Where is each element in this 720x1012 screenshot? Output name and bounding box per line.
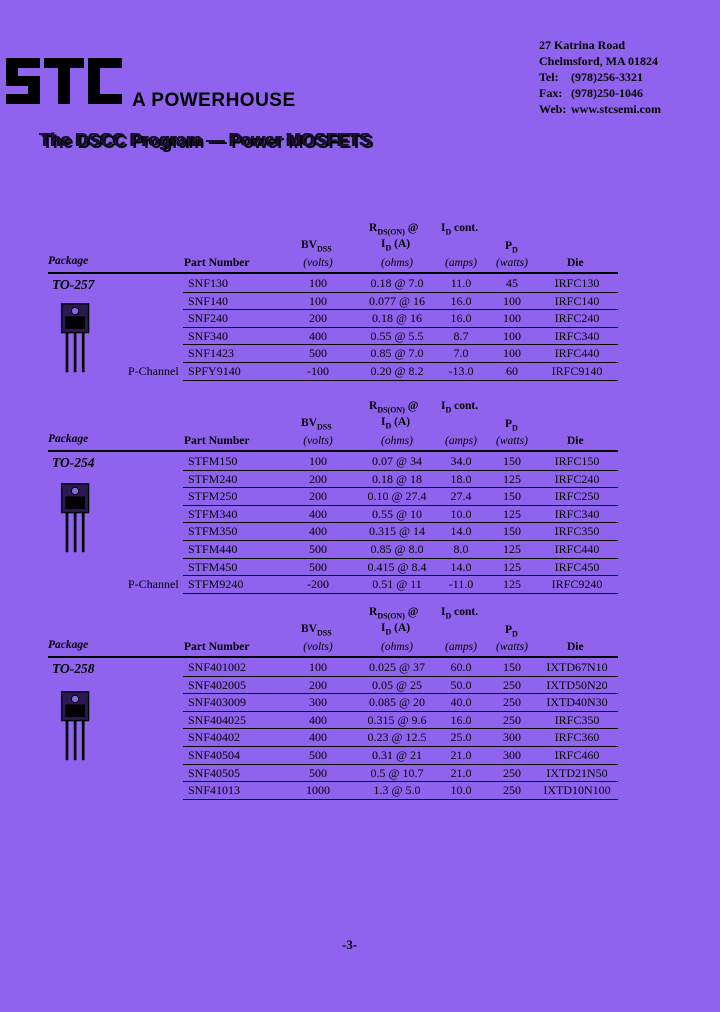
row-rds: 0.23 @ 12.5 — [367, 730, 427, 745]
row-bv: 200 — [309, 677, 327, 692]
row-pd: 250 — [503, 712, 521, 727]
header-id: $I_D$ cont. — [441, 606, 479, 621]
row-bv: 100 — [309, 276, 327, 290]
row-die: IRFC350 — [554, 524, 600, 539]
row-pd: 300 — [503, 747, 521, 762]
table-row — [48, 729, 620, 747]
row-part-number: STFM250 — [188, 489, 238, 504]
row-rds: 0.55 @ 5.5 — [370, 328, 424, 343]
row-id: 14.0 — [450, 524, 472, 539]
row-id: 25.0 — [450, 730, 472, 745]
row-channel-type: P-Channel — [128, 363, 179, 378]
row-pd: 150 — [503, 454, 521, 468]
row-rds: 0.18 @ 16 — [371, 311, 423, 326]
header-rds: $R_{DS(ON)}$ @ — [369, 222, 419, 237]
row-bv: 300 — [309, 695, 327, 710]
header-id-unit: (amps) — [445, 641, 477, 653]
row-bv: 100 — [309, 660, 327, 674]
row-bv: 500 — [309, 747, 327, 762]
row-bv: 100 — [309, 454, 327, 468]
row-die: IRFC440 — [554, 541, 600, 556]
spec-rows — [48, 275, 620, 381]
table-row — [48, 328, 620, 346]
row-rule — [183, 380, 618, 381]
address-fax: Fax: (978)250-1046 — [539, 86, 643, 100]
row-bv: 500 — [309, 541, 327, 556]
row-part-number: SPFY9140 — [188, 363, 241, 378]
company-tagline: A POWERHOUSE — [132, 90, 296, 111]
row-pd: 100 — [503, 346, 521, 361]
header-rds-id: $I_D$ (A) — [381, 416, 411, 431]
row-id: -13.0 — [448, 363, 474, 378]
header-bv-unit: (volts) — [303, 257, 333, 269]
address-city: Chelmsford, MA 01824 — [539, 54, 658, 68]
header-rds: $R_{DS(ON)}$ @ — [369, 606, 419, 621]
row-die: IRFC140 — [554, 293, 600, 308]
header-bv: $BV_{DSS}$ — [301, 623, 332, 638]
row-bv: 200 — [309, 489, 327, 504]
header-part-number: Part Number — [184, 435, 250, 447]
row-rds: 0.315 @ 9.6 — [367, 712, 427, 727]
row-pd: 150 — [503, 524, 521, 539]
page-number: -3- — [342, 937, 358, 952]
table-row — [48, 310, 620, 328]
row-pd: 250 — [503, 677, 521, 692]
header-pd: $P_D$ — [505, 418, 518, 433]
row-die: IXTD67N10 — [546, 660, 608, 674]
header-part-number: Part Number — [184, 641, 250, 653]
row-id: 40.0 — [450, 695, 472, 710]
table-row — [48, 471, 620, 489]
address-tel: Tel: (978)256-3321 — [539, 70, 643, 84]
row-bv: 400 — [309, 506, 327, 521]
spec-section-to-257 — [48, 222, 620, 398]
row-bv: 500 — [309, 559, 327, 574]
row-part-number: SNF340 — [188, 328, 229, 343]
row-part-number: STFM450 — [188, 559, 238, 574]
row-rule — [183, 799, 618, 800]
row-die: IRFC360 — [554, 730, 600, 745]
table-row — [48, 506, 620, 524]
header-part-number: Part Number — [184, 257, 250, 269]
row-die: IRFC460 — [554, 747, 600, 762]
row-pd: 125 — [503, 541, 521, 556]
row-part-number: STFM440 — [188, 541, 238, 556]
row-die: IXTD21N50 — [546, 765, 608, 780]
row-id: -11.0 — [448, 577, 474, 592]
row-die: IXTD50N20 — [546, 677, 608, 692]
row-pd: 150 — [503, 660, 521, 674]
row-pd: 125 — [503, 577, 521, 592]
row-bv: 500 — [309, 346, 327, 361]
header-die: Die — [567, 641, 584, 653]
table-row — [48, 712, 620, 730]
address-street: 27 Katrina Road — [539, 38, 626, 52]
row-id: 11.0 — [450, 276, 472, 290]
row-die: IRFC240 — [554, 471, 600, 486]
address-block — [539, 37, 661, 117]
header-rule — [48, 272, 618, 274]
row-rds: 0.18 @ 18 — [371, 471, 423, 486]
header-pd-unit: (watts) — [496, 257, 528, 269]
table-row — [48, 363, 620, 381]
package-name: TO-254 — [52, 455, 95, 470]
row-bv: 400 — [309, 712, 327, 727]
row-part-number: SNF402005 — [188, 677, 247, 692]
row-id: 16.0 — [450, 311, 472, 326]
row-bv: 400 — [309, 524, 327, 539]
row-pd: 100 — [503, 328, 521, 343]
header-package: Package — [48, 639, 89, 651]
spec-section-to-258 — [48, 606, 620, 817]
row-die: IRFC450 — [554, 559, 600, 574]
row-rds: 0.31 @ 21 — [371, 747, 423, 762]
header-rds-unit: (ohms) — [381, 641, 413, 653]
row-part-number: SNF40505 — [188, 765, 241, 780]
row-rds: 0.07 @ 34 — [371, 454, 423, 468]
row-rds: 0.85 @ 7.0 — [370, 346, 424, 361]
row-die: IRFC250 — [554, 489, 600, 504]
row-part-number: SNF401002 — [188, 660, 247, 674]
header-rds-unit: (ohms) — [381, 435, 413, 447]
table-row — [48, 453, 620, 471]
header-pd: $P_D$ — [505, 624, 518, 639]
row-part-number: SNF403009 — [188, 695, 247, 710]
row-pd: 150 — [503, 489, 521, 504]
header-bv: $BV_{DSS}$ — [301, 417, 332, 432]
row-pd: 125 — [503, 559, 521, 574]
row-rds: 0.10 @ 27.4 — [367, 489, 427, 504]
spec-section-to-254 — [48, 400, 620, 611]
table-row — [48, 275, 620, 293]
row-id: 34.0 — [450, 454, 472, 468]
row-bv: 200 — [309, 311, 327, 326]
header-die: Die — [567, 435, 584, 447]
header-rule — [48, 450, 618, 452]
header-pd: $P_D$ — [505, 240, 518, 255]
row-id: 50.0 — [450, 677, 472, 692]
row-part-number: STFM240 — [188, 471, 238, 486]
table-row — [48, 488, 620, 506]
spec-rows — [48, 659, 620, 800]
row-part-number: STFM340 — [188, 506, 238, 521]
row-id: 7.0 — [453, 346, 469, 361]
row-rds: 0.077 @ 16 — [368, 293, 426, 308]
row-part-number: SNF240 — [188, 311, 229, 326]
row-id: 18.0 — [450, 471, 472, 486]
row-part-number: SNF40504 — [188, 747, 241, 762]
table-row — [48, 559, 620, 577]
header-id: $I_D$ cont. — [441, 400, 479, 415]
row-pd: 100 — [503, 311, 521, 326]
header-package: Package — [48, 433, 89, 445]
table-row — [48, 677, 620, 695]
row-die: IRFC340 — [554, 506, 600, 521]
row-part-number: STFM350 — [188, 524, 238, 539]
row-rule — [183, 593, 618, 594]
table-row — [48, 747, 620, 765]
row-rds: 0.55 @ 10 — [371, 506, 423, 521]
table-row — [48, 293, 620, 311]
address-web: Web: www.stcsemi.com — [539, 102, 661, 116]
row-pd: 250 — [503, 695, 521, 710]
row-part-number: SNF140 — [188, 293, 229, 308]
row-id: 8.0 — [453, 541, 469, 556]
row-die: IRFC150 — [554, 454, 600, 468]
table-row — [48, 782, 620, 800]
row-pd: 300 — [503, 730, 521, 745]
header-bv: $BV_{DSS}$ — [301, 239, 332, 254]
row-pd: 125 — [503, 471, 521, 486]
row-die: IRFC240 — [554, 311, 600, 326]
header-rule — [48, 656, 618, 658]
row-id: 10.0 — [450, 783, 472, 798]
row-bv: 400 — [309, 328, 327, 343]
header-bv-unit: (volts) — [303, 435, 333, 447]
row-rds: 0.315 @ 14 — [368, 524, 426, 539]
row-bv: 100 — [309, 293, 327, 308]
row-bv: 400 — [309, 730, 327, 745]
row-die: IRFC440 — [554, 346, 600, 361]
header-rds-id: $I_D$ (A) — [381, 238, 411, 253]
header-die: Die — [567, 257, 584, 269]
row-part-number: SNF41013 — [188, 783, 241, 798]
row-bv: -200 — [307, 577, 329, 592]
row-bv: 1000 — [306, 783, 330, 798]
header-pd-unit: (watts) — [496, 435, 528, 447]
row-pd: 60 — [506, 363, 518, 378]
row-rds: 1.3 @ 5.0 — [373, 783, 421, 798]
row-die: IRFC350 — [554, 712, 600, 727]
header-bv-unit: (volts) — [303, 641, 333, 653]
row-rds: 0.025 @ 37 — [368, 660, 426, 674]
table-row — [48, 541, 620, 559]
table-row — [48, 659, 620, 677]
table-row — [48, 694, 620, 712]
row-rds: 0.05 @ 25 — [371, 677, 423, 692]
row-pd: 250 — [503, 765, 521, 780]
table-row — [48, 523, 620, 541]
row-pd: 125 — [503, 506, 521, 521]
row-id: 27.4 — [450, 489, 472, 504]
header-rds-id: $I_D$ (A) — [381, 622, 411, 637]
row-rds: 0.85 @ 8.0 — [370, 541, 424, 556]
row-rds: 0.415 @ 8.4 — [367, 559, 427, 574]
row-id: 16.0 — [450, 293, 472, 308]
row-channel-type: P-Channel — [128, 577, 179, 592]
row-id: 16.0 — [450, 712, 472, 727]
row-part-number: SNF1423 — [188, 346, 235, 361]
row-bv: 200 — [309, 471, 327, 486]
row-id: 14.0 — [450, 559, 472, 574]
row-rds: 0.5 @ 10.7 — [370, 765, 424, 780]
row-die: IRFC9140 — [551, 363, 603, 378]
row-pd: 100 — [503, 293, 521, 308]
row-pd: 45 — [506, 276, 518, 290]
row-part-number: STFM9240 — [188, 577, 244, 592]
row-die: IRFC9240 — [551, 577, 603, 592]
row-id: 21.0 — [450, 765, 472, 780]
row-part-number: SNF404025 — [188, 712, 247, 727]
row-rds: 0.18 @ 7.0 — [370, 276, 424, 290]
header-pd-unit: (watts) — [496, 641, 528, 653]
row-rds: 0.085 @ 20 — [368, 695, 426, 710]
header-id: $I_D$ cont. — [441, 222, 479, 237]
row-part-number: STFM150 — [188, 454, 238, 468]
row-bv: 500 — [309, 765, 327, 780]
row-die: IRFC130 — [554, 276, 600, 290]
row-die: IXTD40N30 — [546, 695, 608, 710]
table-row — [48, 576, 620, 594]
row-rds: 0.20 @ 8.2 — [370, 363, 424, 378]
row-bv: -100 — [307, 363, 329, 378]
table-row — [48, 345, 620, 363]
row-die: IRFC340 — [554, 328, 600, 343]
row-part-number: SNF130 — [188, 276, 229, 290]
spec-rows — [48, 453, 620, 594]
stc-logo — [4, 50, 124, 112]
header-id-unit: (amps) — [445, 435, 477, 447]
row-rds: 0.51 @ 11 — [372, 577, 422, 592]
row-id: 60.0 — [450, 660, 472, 674]
table-row — [48, 765, 620, 783]
row-id: 10.0 — [450, 506, 472, 521]
header-rds-unit: (ohms) — [381, 257, 413, 269]
row-id: 21.0 — [450, 747, 472, 762]
program-title: The DSCC Program — Power MOSFETS — [40, 130, 372, 150]
row-die: IXTD10N100 — [543, 783, 611, 798]
row-pd: 250 — [503, 783, 521, 798]
row-part-number: SNF40402 — [188, 730, 241, 745]
header-id-unit: (amps) — [445, 257, 477, 269]
header-rds: $R_{DS(ON)}$ @ — [369, 400, 419, 415]
package-name: TO-257 — [52, 277, 95, 292]
row-id: 8.7 — [453, 328, 469, 343]
package-name: TO-258 — [52, 661, 95, 676]
header-package: Package — [48, 255, 89, 267]
